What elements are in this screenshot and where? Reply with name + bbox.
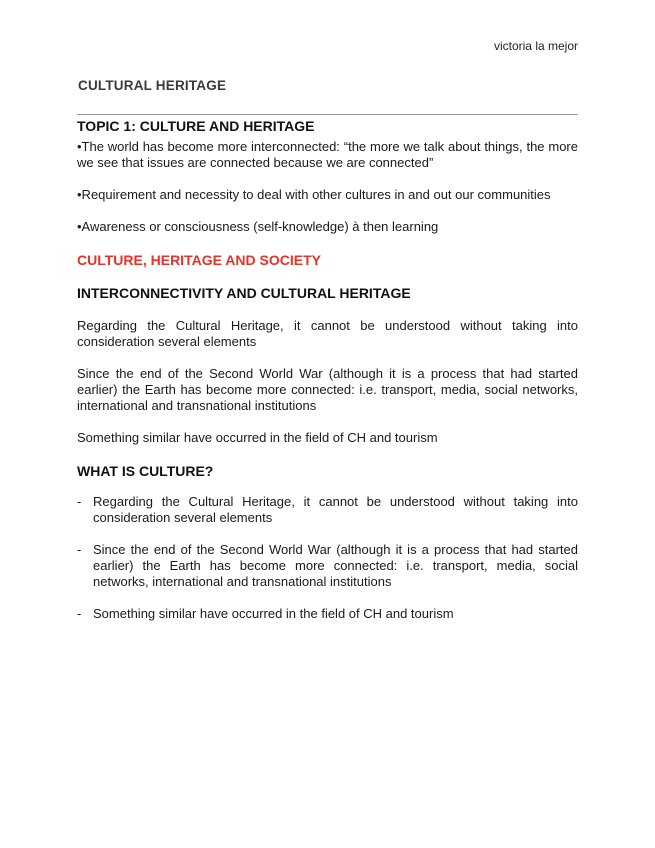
title-divider bbox=[77, 114, 578, 115]
dash-marker: - bbox=[77, 494, 82, 509]
list-item bbox=[77, 542, 578, 590]
topic1-bullet: •The world has become more interconnected: “the more we talk about things, the more we see that issues are connected because we are connected” bbox=[77, 139, 578, 170]
list-item bbox=[77, 606, 578, 622]
list-item-text: Since the end of the Second World War (although it is a process that had started earlier) the Earth has become more connected: i.e. transport, media, social networks, international and transnational institutions bbox=[93, 542, 578, 589]
document-body bbox=[77, 117, 578, 622]
interconnectivity-paragraph: Something similar have occurred in the field of CH and tourism bbox=[77, 430, 438, 445]
dash-marker: - bbox=[77, 606, 82, 621]
list-item bbox=[77, 494, 578, 526]
topic1-bullet: •Requirement and necessity to deal with other cultures in and out our communities bbox=[77, 187, 551, 202]
document-title: CULTURAL HERITAGE bbox=[78, 78, 227, 93]
topic1-heading: TOPIC 1: CULTURE AND HERITAGE bbox=[77, 118, 315, 134]
author-header: victoria la mejor bbox=[493, 39, 578, 53]
interconnectivity-paragraph: Regarding the Cultural Heritage, it cannot be understood without taking into consideration several elements bbox=[77, 318, 578, 349]
topic1-bullet: •Awareness or consciousness (self-knowledge) à then learning bbox=[77, 219, 439, 234]
what-is-culture-heading: WHAT IS CULTURE? bbox=[77, 463, 214, 479]
list-item-text: Something similar have occurred in the field of CH and tourism bbox=[93, 606, 454, 621]
interconnectivity-heading: INTERCONNECTIVITY AND CULTURAL HERITAGE bbox=[77, 285, 411, 301]
dash-marker: - bbox=[77, 542, 82, 557]
interconnectivity-paragraph: Since the end of the Second World War (although it is a process that had started earlier) the Earth has become more connected: i.e. transport, media, social networks, international and transnational institutions bbox=[77, 366, 578, 413]
culture-heritage-society-heading: CULTURE, HERITAGE AND SOCIETY bbox=[77, 252, 321, 268]
culture-dash-list bbox=[77, 494, 578, 622]
list-item-text: Regarding the Cultural Heritage, it cannot be understood without taking into consideration several elements bbox=[93, 494, 578, 525]
